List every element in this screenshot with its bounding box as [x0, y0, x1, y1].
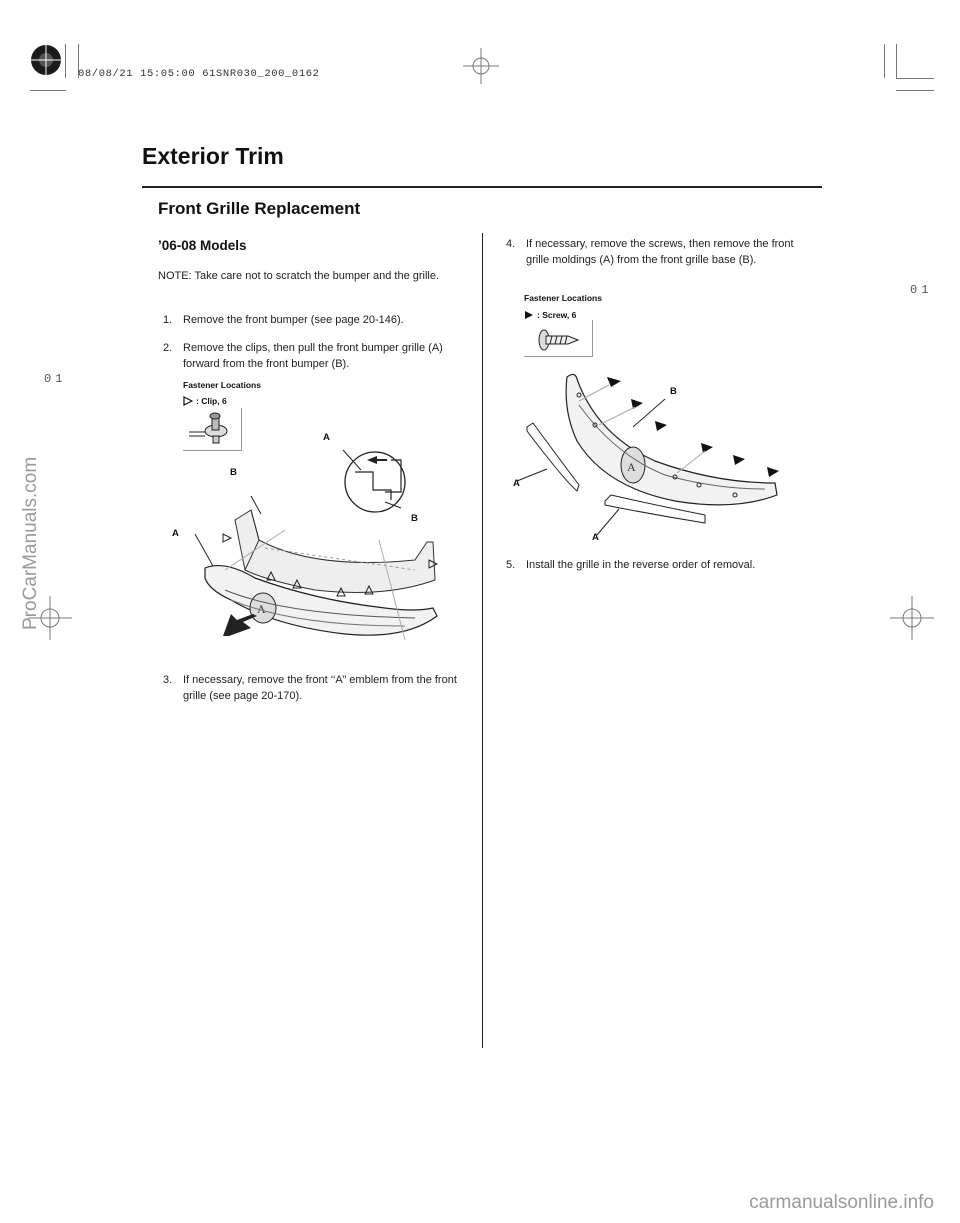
clip-legend-text: : Clip, 6 [196, 396, 227, 406]
column-divider [482, 233, 483, 1048]
crop-line [884, 44, 885, 78]
screw-legend-text: : Screw, 6 [537, 310, 577, 320]
fastener-locations-label: Fastener Locations [183, 380, 261, 390]
crop-line [896, 90, 934, 91]
procedure-title: Front Grille Replacement [158, 199, 361, 218]
clip-triangle-icon [183, 396, 193, 406]
crop-line [65, 44, 66, 78]
callout-a-molding-lower: A [592, 532, 599, 543]
step-number: 1. [163, 314, 173, 326]
step-number: 3. [163, 674, 173, 686]
step-text: Remove the clips, then pull the front bumper grille (A) forward from the front bumper (B). [183, 342, 443, 370]
step-text: If necessary, remove the screws, then remove the front grille moldings (A) from the front grille base (B). [526, 238, 794, 266]
step-4 [506, 236, 806, 268]
clip-legend [183, 396, 227, 406]
crop-line [30, 90, 66, 91]
screw-icon [524, 320, 592, 356]
watermark-left: ProCarManuals.com [20, 456, 41, 630]
crosshair-mark-top [463, 48, 499, 84]
callout-a-molding-upper: A [513, 478, 520, 489]
callout-a-grille: A [172, 528, 179, 539]
print-stamp: 08/08/21 15:05:00 61SNR030_200_0162 [78, 68, 320, 80]
step-number: 5. [506, 559, 516, 571]
models-heading: ’06-08 Models [158, 238, 247, 253]
bumper-grille-illustration [165, 430, 465, 662]
side-marker-left: 01 [44, 372, 67, 386]
grille-moldings-illustration [505, 365, 795, 550]
svg-text:A: A [257, 602, 266, 616]
crop-line [896, 44, 897, 78]
section-title: Exterior Trim [142, 143, 284, 169]
side-marker-right: 01 [910, 283, 933, 297]
step-number: 2. [163, 342, 173, 354]
step-text: Remove the front bumper (see page 20-146). [183, 314, 404, 326]
screw-triangle-icon [524, 310, 534, 320]
callout-b-bumper: B [230, 467, 237, 478]
callout-b-base: B [670, 386, 677, 397]
fastener-locations-label: Fastener Locations [524, 293, 602, 303]
step-1 [163, 312, 468, 328]
crosshair-mark-right [890, 596, 934, 640]
callout-b-inset: B [411, 513, 418, 524]
screw-detail-box [524, 320, 593, 357]
step-5 [506, 557, 806, 573]
step-number: 4. [506, 238, 516, 250]
note-text: NOTE: Take care not to scratch the bumper and the grille. [158, 270, 440, 282]
step-3 [163, 672, 468, 704]
step-2 [163, 340, 468, 372]
svg-text:A: A [627, 460, 636, 474]
callout-a-inset: A [323, 432, 330, 443]
heading-rule [142, 186, 822, 188]
crop-line [896, 78, 934, 79]
screw-legend [524, 310, 576, 320]
step-text: If necessary, remove the front ‘‘A’’ emblem from the front grille (see page 20-170). [183, 674, 457, 702]
step-text: Install the grille in the reverse order of removal. [526, 559, 756, 571]
watermark-bottom: carmanualsonline.info [749, 1192, 934, 1213]
